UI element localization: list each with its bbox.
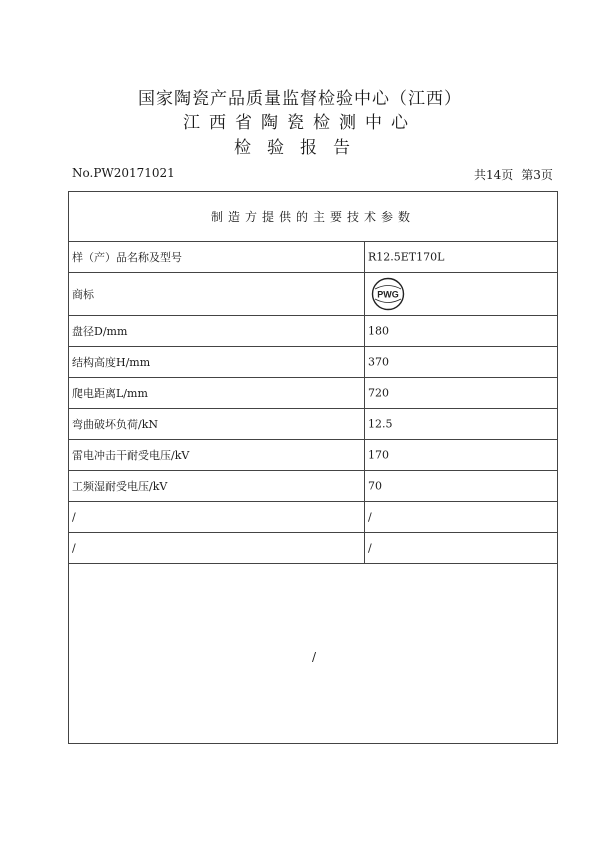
row-label: 结构高度H/mm <box>72 356 151 369</box>
table-row <box>69 440 557 471</box>
table-row <box>69 502 557 533</box>
report-header-institution: 国家陶瓷产品质量监督检验中心（江西） <box>138 89 462 109</box>
report-header-title: 检验报告 <box>234 138 366 158</box>
row-value: 180 <box>368 324 389 338</box>
row-value: 720 <box>368 386 389 400</box>
table-row <box>69 273 557 316</box>
row-label: 弯曲破坏负荷/kN <box>72 418 158 431</box>
row-value: 70 <box>368 479 382 493</box>
row-value: / <box>368 541 372 555</box>
row-value: R12.5ET170L <box>368 250 445 264</box>
row-label: / <box>72 541 76 555</box>
row-value: 12.5 <box>368 417 393 431</box>
table-title: 制造方提供的主要技术参数 <box>69 192 557 242</box>
empty-area-mark: / <box>312 650 317 664</box>
table-row <box>69 316 557 347</box>
table-row <box>69 471 557 502</box>
parameters-table <box>68 191 558 744</box>
page-info <box>474 166 561 183</box>
row-label: 工频湿耐受电压/kV <box>72 480 168 493</box>
current-page: 第3页 <box>521 168 553 182</box>
table-row <box>69 409 557 440</box>
total-pages: 共14页 <box>474 168 514 182</box>
row-label: / <box>72 510 76 524</box>
pwg-trademark-logo <box>371 277 405 311</box>
row-label: 雷电冲击干耐受电压/kV <box>72 449 190 462</box>
logo-text: PWG <box>377 289 399 300</box>
row-label: 商标 <box>72 288 94 301</box>
table-row <box>69 378 557 409</box>
table-row <box>69 533 557 564</box>
row-value: 170 <box>368 448 389 462</box>
row-value: / <box>368 510 372 524</box>
report-number: No.PW20171021 <box>72 166 175 180</box>
row-label: 样（产）品名称及型号 <box>72 251 182 264</box>
table-row <box>69 242 557 273</box>
row-label: 爬电距离L/mm <box>72 387 148 400</box>
report-header-center: 江西省陶瓷检测中心 <box>183 113 417 133</box>
row-label: 盘径D/mm <box>72 325 128 338</box>
table-row <box>69 347 557 378</box>
row-value: 370 <box>368 355 389 369</box>
